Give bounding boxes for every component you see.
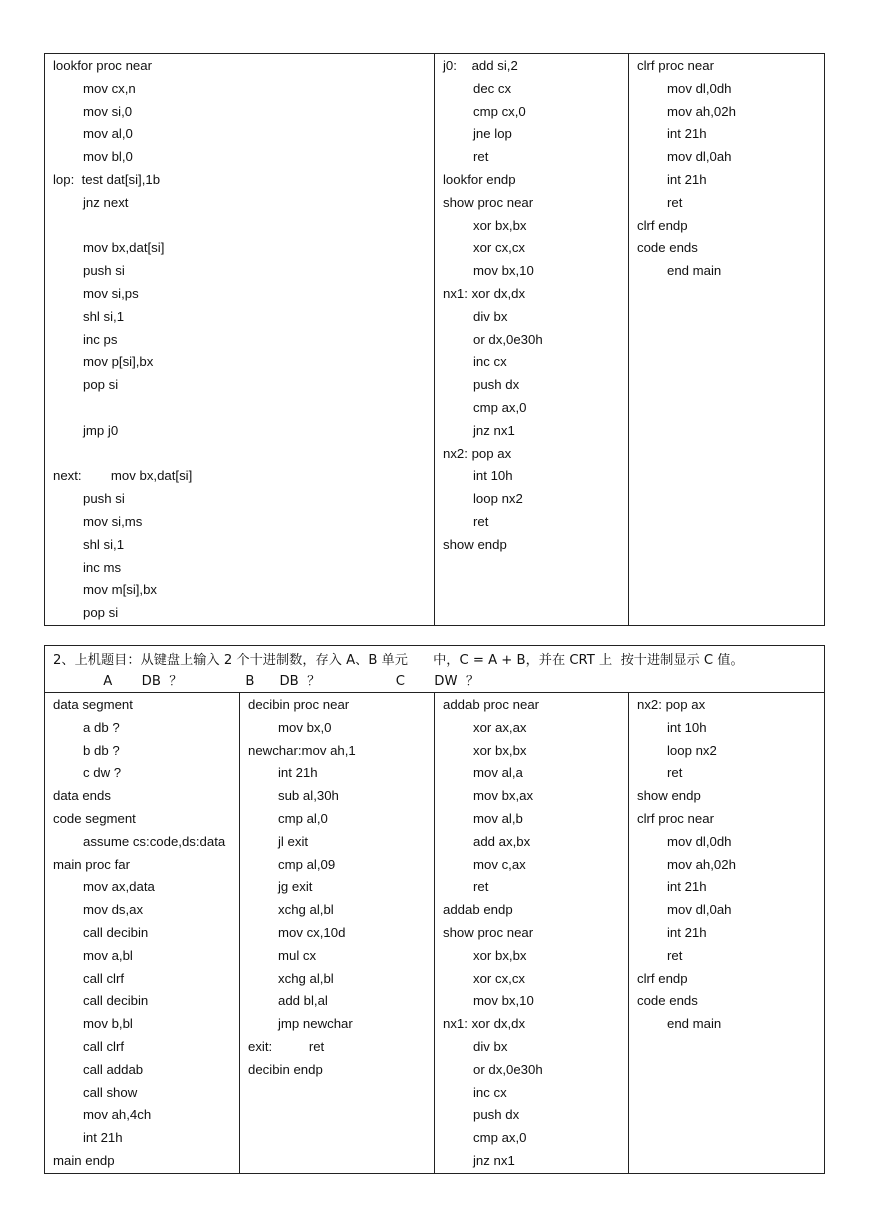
code-line: jnz next (83, 194, 129, 210)
code-line: mov ds,ax (83, 902, 144, 918)
code-line: or dx,0e30h (473, 331, 543, 347)
code-line: call clrf (83, 1038, 125, 1054)
code-line: cmp al,0 (278, 810, 328, 826)
code-line: push si (83, 491, 125, 507)
code-line: ret (667, 765, 683, 781)
code-line: mov b,bl (83, 1016, 133, 1032)
code-line: sub al,30h (278, 788, 339, 804)
code-line: inc ps (83, 331, 118, 347)
code-line: cmp al,09 (278, 856, 336, 872)
code-line: push si (83, 263, 125, 279)
code-line: int 10h (473, 468, 513, 484)
code-line: ret (473, 879, 489, 895)
code-line: call addab (83, 1061, 144, 1077)
code-line: nx2: pop ax (637, 697, 706, 712)
code-line: show endp (637, 788, 701, 804)
code-line: div bx (473, 308, 508, 324)
code-line: xor bx,bx (473, 742, 527, 758)
code-line: mov a,bl (83, 947, 133, 963)
code-line: mov c,ax (473, 856, 526, 872)
code-line: mov bx,ax (473, 788, 534, 804)
code-line: mov bl,0 (83, 149, 133, 165)
code-line: mov bx,dat[si] (83, 240, 165, 256)
code-column (629, 693, 825, 1174)
code-column (240, 693, 435, 1174)
code-line: int 21h (278, 765, 318, 781)
code-line: cmp ax,0 (473, 399, 527, 415)
code-line: clrf proc near (637, 58, 714, 73)
code-line: mov al,0 (83, 126, 133, 142)
code-line: data segment (53, 697, 133, 712)
code-line: mov dl,0ah (667, 149, 732, 165)
code-line: div bx (473, 1038, 508, 1054)
code-line: xor cx,cx (473, 970, 526, 986)
code-line: shl si,1 (83, 308, 125, 324)
code-line: mul cx (278, 947, 317, 963)
code-line: xor ax,ax (473, 719, 527, 735)
code-line: mov dl,0ah (667, 902, 732, 918)
task-description: 2、上机题目：从键盘上输入 2 个十进制数，存入 A、B 单元 中，C = A + B，并在 CRT 上 按十进制显示 C 值。 (53, 653, 744, 668)
code-line: add bl,al (278, 993, 328, 1009)
code-line: call show (83, 1084, 138, 1100)
task-header (45, 646, 825, 693)
code-column (629, 54, 825, 626)
code-line: mov cx,n (83, 80, 136, 96)
code-line: xor bx,bx (473, 947, 527, 963)
code-line: mov p[si],bx (83, 354, 154, 370)
variable-declarations: A DB ？ B DB ？ C DW ？ (53, 674, 480, 689)
code-line: nx2: pop ax (443, 445, 512, 461)
code-line: call decibin (83, 993, 149, 1009)
code-line: xchg al,bl (278, 902, 334, 918)
code-line: decibin proc near (248, 697, 350, 712)
code-line: mov al,a (473, 765, 523, 781)
code-line: mov dl,0dh (667, 833, 732, 849)
blank-line (53, 215, 434, 238)
code-line: code ends (637, 240, 698, 256)
code-line: end main (667, 263, 722, 279)
code-line: jl exit (278, 833, 309, 849)
code-line: loop nx2 (667, 742, 717, 758)
code-line: mov al,b (473, 810, 523, 826)
code-line: show proc near (443, 194, 534, 210)
code-line: nx1: xor dx,dx (443, 285, 526, 301)
code-table-2 (44, 645, 825, 1174)
code-line: jnz nx1 (473, 422, 515, 438)
code-line: end main (667, 1016, 722, 1032)
code-line: ret (667, 194, 683, 210)
code-line: lookfor proc near (53, 58, 152, 73)
code-line: lookfor endp (443, 171, 516, 187)
code-line: assume cs:code,ds:data (83, 833, 226, 849)
code-line: jnz nx1 (473, 1152, 515, 1168)
code-line: xor cx,cx (473, 240, 526, 256)
code-table-1 (44, 53, 825, 626)
code-line: ret (667, 947, 683, 963)
code-line: mov ah,02h (667, 856, 736, 872)
code-line: clrf endp (637, 217, 688, 233)
code-line: mov bx,10 (473, 263, 534, 279)
code-line: mov bx,0 (278, 719, 332, 735)
code-line: jne lop (473, 126, 512, 142)
code-line: code segment (53, 810, 136, 826)
code-line: int 21h (667, 126, 707, 142)
code-line: mov si,ms (83, 513, 143, 529)
code-line: call decibin (83, 924, 149, 940)
code-line: jmp j0 (83, 422, 119, 438)
code-column (435, 54, 629, 626)
code-line: decibin endp (248, 1061, 323, 1077)
code-line: jmp newchar (278, 1016, 353, 1032)
code-line: mov bx,10 (473, 993, 534, 1009)
code-line: push dx (473, 377, 520, 393)
blank-line (53, 443, 434, 466)
code-line: nx1: xor dx,dx (443, 1016, 526, 1032)
code-line: next: mov bx,dat[si] (53, 468, 193, 484)
code-line: shl si,1 (83, 536, 125, 552)
code-line: xchg al,bl (278, 970, 334, 986)
code-line: int 10h (667, 719, 707, 735)
code-line: clrf endp (637, 970, 688, 986)
code-line: main proc far (53, 856, 130, 872)
code-line: mov si,ps (83, 285, 139, 301)
code-line: code ends (637, 993, 698, 1009)
code-line: exit: ret (248, 1038, 325, 1054)
code-line: data ends (53, 788, 111, 804)
code-line: inc cx (473, 354, 507, 370)
code-line: mov cx,10d (278, 924, 346, 940)
code-column (435, 693, 629, 1174)
code-line: main endp (53, 1152, 115, 1168)
code-line: ret (473, 513, 489, 529)
code-line: xor bx,bx (473, 217, 527, 233)
code-line: c dw ? (83, 765, 122, 781)
code-line: mov dl,0dh (667, 80, 732, 96)
code-line: int 21h (83, 1130, 123, 1146)
code-line: call clrf (83, 970, 125, 986)
code-column (45, 54, 435, 626)
code-line: mov m[si],bx (83, 582, 158, 598)
code-line: dec cx (473, 80, 512, 96)
code-line: jg exit (278, 879, 313, 895)
code-line: b db ? (83, 742, 120, 758)
code-line: newchar:mov ah,1 (248, 742, 356, 758)
code-line: int 21h (667, 879, 707, 895)
code-line: show proc near (443, 924, 534, 940)
code-line: lop: test dat[si],1b (53, 171, 161, 187)
code-line: addab endp (443, 902, 513, 918)
code-line: add ax,bx (473, 833, 531, 849)
code-line: inc cx (473, 1084, 507, 1100)
code-line: mov ax,data (83, 879, 155, 895)
code-line: cmp ax,0 (473, 1130, 527, 1146)
code-line: push dx (473, 1107, 520, 1123)
code-line: clrf proc near (637, 810, 714, 826)
code-column (45, 693, 240, 1174)
code-line: int 21h (667, 171, 707, 187)
code-line: or dx,0e30h (473, 1061, 543, 1077)
code-line: int 21h (667, 924, 707, 940)
code-line: mov si,0 (83, 103, 133, 119)
code-line: mov ah,02h (667, 103, 736, 119)
code-line: pop si (83, 605, 119, 621)
blank-line (53, 397, 434, 420)
code-line: j0: add si,2 (443, 58, 518, 73)
code-line: addab proc near (443, 697, 540, 712)
code-line: a db ? (83, 719, 120, 735)
code-line: cmp cx,0 (473, 103, 526, 119)
code-line: show endp (443, 536, 507, 552)
code-line: loop nx2 (473, 491, 523, 507)
code-line: ret (473, 149, 489, 165)
code-line: pop si (83, 377, 119, 393)
code-line: mov ah,4ch (83, 1107, 152, 1123)
code-line: inc ms (83, 559, 122, 575)
